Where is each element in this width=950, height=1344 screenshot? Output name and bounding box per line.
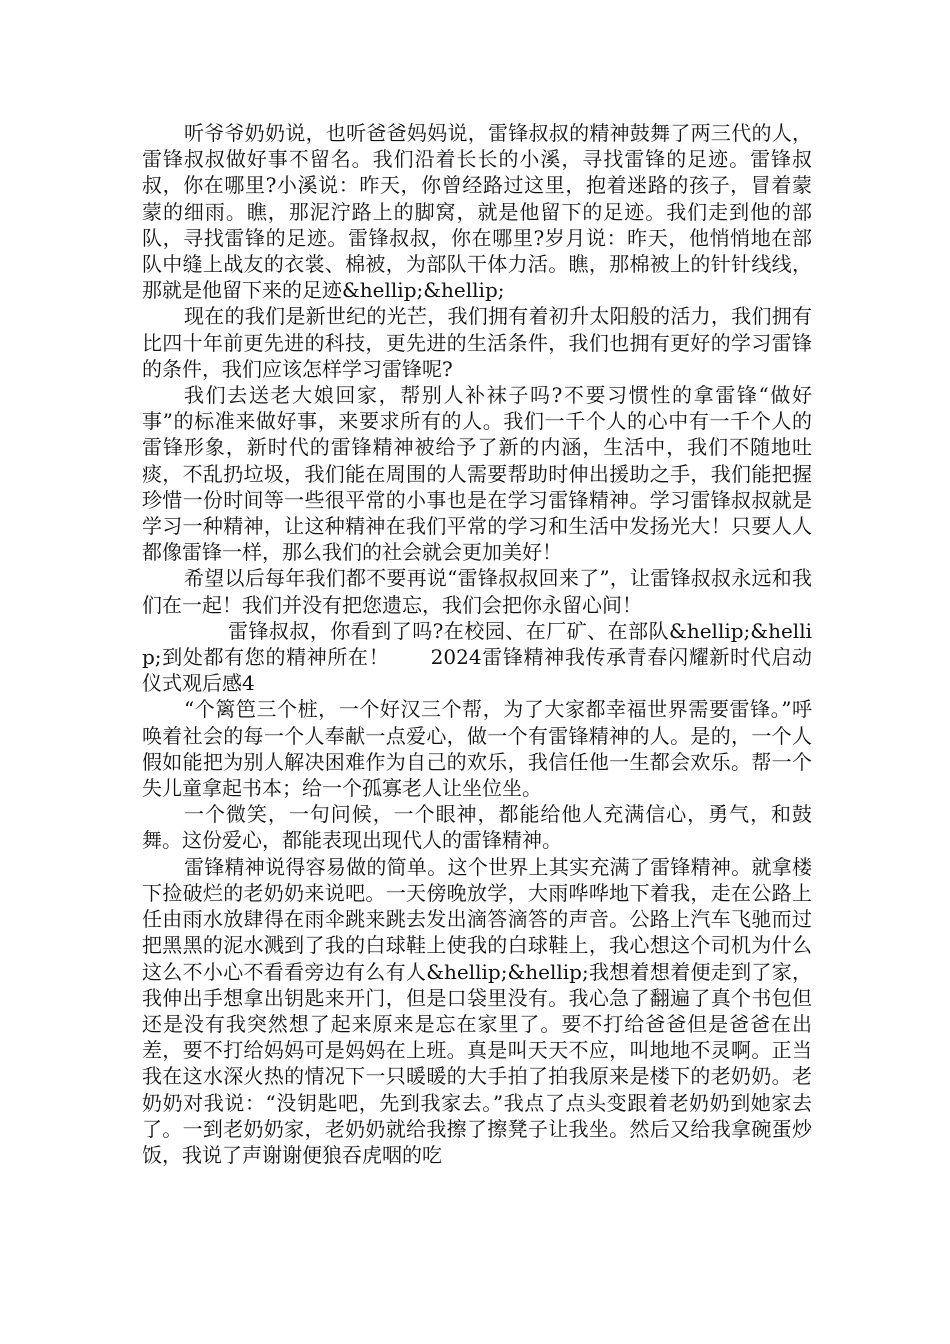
paragraph-8: 雷锋精神说得容易做的简单。这个世界上其实充满了雷锋精神。就拿楼下捡破烂的老奶奶来说吧。一天傍晚放学，大雨哗哗地下着我，走在公路上任由雨水放肆得在雨伞跳来跳去发出滴答滴答的声音。公路上汽车飞驰而过把黑黑的泥水溅到了我的白球鞋上使我的白球鞋上，我心想这个司机为什么这么不小心不看看旁边有么有人&hellip;&hellip;我想着想着便走到了家，我伸出手想拿出钥匙来开门，但是口袋里没有。我心急了翻遍了真个书包但还是没有我突然想了起来原来是忘在家里了。要不打给爸爸但是爸爸在出差，要不打给妈妈可是妈妈在上班。真是叫天天不应，叫地地不灵啊。正当我在这水深火热的情况下一只暖暖的大手拍了拍我原来是楼下的老奶奶。老奶奶对我说：“没钥匙吧，先到我家去。”我点了点头变跟着老奶奶到她家去了。一到老奶奶家，老奶奶就给我擦了擦凳子让我坐。然后又给我拿碗蛋炒饭，我说了声谢谢便狼吞虎咽的吃: [142, 854, 812, 1167]
document-body: [142, 120, 812, 1168]
paragraph-2: 现在的我们是新世纪的光芒，我们拥有着初升太阳般的活力，我们拥有比四十年前更先进的科技，更先进的生活条件，我们也拥有更好的学习雷锋的条件，我们应该怎样学习雷锋呢?: [142, 304, 812, 381]
paragraph-4: 希望以后每年我们都不要再说“雷锋叔叔回来了”，让雷锋叔叔永远和我们在一起！我们并没有把您遗忘，我们会把你永留心间！: [142, 566, 812, 617]
paragraph-1: 听爷爷奶奶说，也听爸爸妈妈说，雷锋叔叔的精神鼓舞了两三代的人，雷锋叔叔做好事不留名。我们沿着长长的小溪，寻找雷锋的足迹。雷锋叔叔，你在哪里?小溪说：昨天，你曾经路过这里，抱着迷路的孩子，冒着蒙蒙的细雨。瞧，那泥泞路上的脚窝，就是他留下的足迹。我们走到他的部队，寻找雷锋的足迹。雷锋叔叔，你在哪里?岁月说：昨天，他悄悄地在部队中缝上战友的衣裳、棉被，为部队干体力活。瞧，那棉被上的针针线线，那就是他留下来的足迹&hellip;&hellip;: [142, 121, 812, 303]
paragraph-7: 一个微笑，一句问候，一个眼神，都能给他人充满信心，勇气，和鼓舞。这份爱心，都能表现出现代人的雷锋精神。: [142, 802, 812, 853]
paragraph-5: 雷锋叔叔，你看到了吗?在校园、在厂矿、在部队&hellip;&hellip;到处都有您的精神所在！ 2024雷锋精神我传承青春闪耀新时代启动仪式观后感4: [142, 618, 812, 696]
paragraph-3: 我们去送老大娘回家，帮别人补袜子吗?不要习惯性的拿雷锋“做好事”的标准来做好事，来要求所有的人。我们一千个人的心中有一千个人的雷锋形象，新时代的雷锋精神被给予了新的内涵，生活中，我们不随地吐痰，不乱扔垃圾，我们能在周围的人需要帮助时伸出援助之手，我们能把握珍惜一份时间等一些很平常的小事也是在学习雷锋精神。学习雷锋叔叔就是学习一种精神，让这种精神在我们平常的学习和生活中发扬光大！只要人人都像雷锋一样，那么我们的社会就会更加美好！: [142, 383, 812, 565]
paragraph-6: “个篱笆三个桩，一个好汉三个帮，为了大家都幸福世界需要雷锋。”呼唤着社会的每一个人奉献一点爱心，做一个有雷锋精神的人。是的，一个人假如能把为别人解决困难作为自己的欢乐，我信任他一生都会欢乐。帮一个失儿童拿起书本；给一个孤寡老人让坐位坐。: [142, 697, 812, 801]
